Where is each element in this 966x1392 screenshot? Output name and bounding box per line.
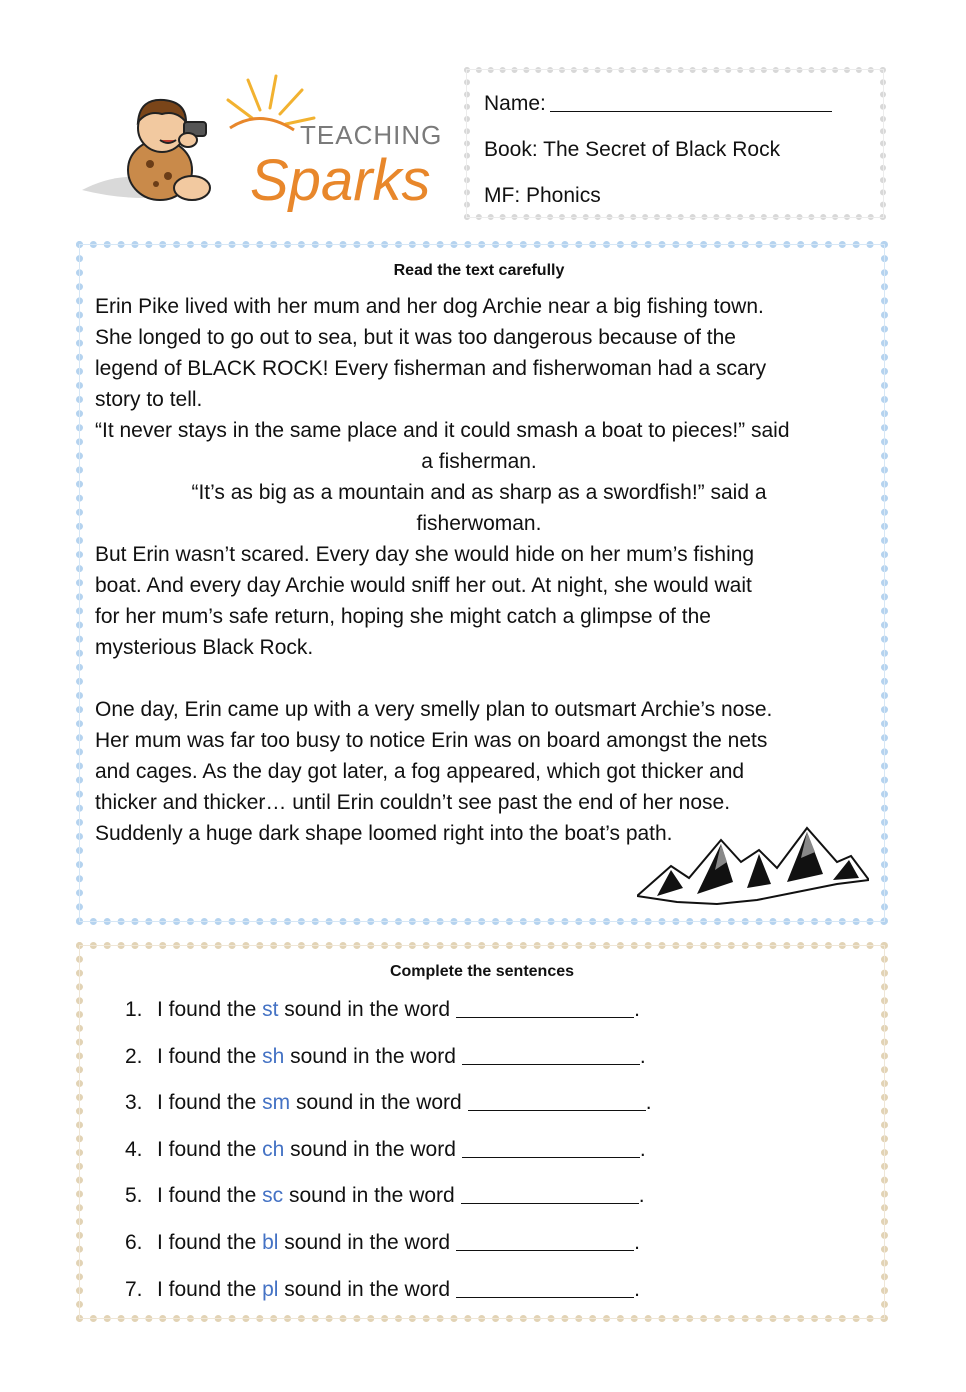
- sentence-suffix: sound in the word: [295, 1091, 462, 1115]
- sentences-box: [76, 942, 888, 1322]
- sentence-suffix: sound in the word: [284, 1230, 451, 1254]
- sparks-rays-icon: [228, 76, 314, 124]
- phonics-sound: sc: [262, 1184, 284, 1208]
- answer-blank[interactable]: [468, 1088, 646, 1111]
- mf-label: MF: Phonics: [484, 184, 601, 207]
- answer-blank[interactable]: [456, 1228, 634, 1251]
- name-label: Name:: [484, 92, 546, 115]
- sentence-item: [83, 1224, 881, 1271]
- student-info-box: [464, 67, 886, 220]
- passage-line: Her mum was far too busy to notice Erin was on board amongst the nets: [95, 729, 768, 752]
- svg-text:Sparks: Sparks: [250, 148, 431, 213]
- sentence-period: .: [638, 1184, 645, 1208]
- passage-line: Suddenly a huge dark shape loomed right into the boat’s path.: [95, 822, 673, 845]
- svg-text:TEACHING: TEACHING: [300, 120, 443, 150]
- passage-line: She longed to go out to sea, but it was too dangerous because of the: [95, 326, 736, 349]
- sentence-prefix: I found the: [157, 1230, 257, 1254]
- answer-blank[interactable]: [462, 1042, 640, 1065]
- sentence-prefix: I found the: [157, 1091, 257, 1115]
- phonics-sound: pl: [262, 1277, 279, 1301]
- book-title: Book: The Secret of Black Rock: [484, 138, 781, 161]
- sentence-number: 7.: [125, 1277, 143, 1301]
- sentence-item: [83, 1131, 881, 1178]
- answer-blank[interactable]: [461, 1181, 639, 1204]
- reading-box: [76, 241, 888, 925]
- passage-line: thicker and thicker… until Erin couldn’t see past the end of her nose.: [95, 791, 731, 814]
- sentence-period: .: [634, 1230, 640, 1254]
- passage-line: boat. And every day Archie would sniff her out. At night, she would wait: [95, 574, 752, 597]
- passage-line: But Erin wasn’t scared. Every day she would hide on her mum’s fishing: [95, 543, 755, 566]
- sentence-number: 6.: [125, 1230, 143, 1254]
- sentence-period: .: [639, 1137, 646, 1161]
- sentence-item: [83, 1271, 881, 1318]
- passage-quote-line: a fisherman.: [421, 450, 537, 473]
- phonics-sound: sm: [262, 1091, 291, 1115]
- passage-quote-line: “It never stays in the same place and it could smash a boat to pieces!” said: [95, 419, 790, 442]
- sentence-period: .: [634, 1277, 640, 1301]
- sentence-suffix: sound in the word: [290, 1137, 456, 1161]
- sentence-item: [83, 991, 881, 1038]
- sentence-prefix: I found the: [157, 998, 257, 1021]
- name-field[interactable]: [484, 87, 880, 133]
- passage-line: One day, Erin came up with a very smelly plan to outsmart Archie’s nose.: [95, 698, 773, 721]
- phonics-sound: sh: [262, 1044, 285, 1068]
- passage-line: story to tell.: [95, 388, 203, 411]
- sentence-suffix: sound in the word: [284, 998, 451, 1021]
- sentence-item: [83, 1038, 881, 1085]
- sentence-number: 2.: [125, 1044, 143, 1068]
- sentence-prefix: I found the: [157, 1277, 257, 1301]
- sentence-prefix: I found the: [157, 1184, 257, 1208]
- sentence-suffix: sound in the word: [288, 1184, 455, 1208]
- sentence-item: [83, 1084, 881, 1131]
- mountain-icon: [637, 822, 869, 908]
- sentence-period: .: [645, 1091, 652, 1115]
- sentence-number: 5.: [125, 1184, 143, 1208]
- passage-line: legend of BLACK ROCK! Every fisherman and fisherwoman had a scary: [95, 357, 767, 380]
- sentence-suffix: sound in the word: [284, 1277, 451, 1301]
- phonics-sound: st: [262, 998, 279, 1021]
- sentence-number: 1.: [125, 998, 143, 1021]
- name-blank[interactable]: [550, 87, 832, 112]
- sentence-number: 4.: [125, 1137, 143, 1161]
- reading-passage: [95, 291, 863, 849]
- sentence-period: .: [639, 1044, 646, 1068]
- sentence-prefix: I found the: [157, 1137, 257, 1161]
- answer-blank[interactable]: [456, 995, 634, 1018]
- sentence-suffix: sound in the word: [290, 1044, 456, 1068]
- passage-line: Erin Pike lived with her mum and her dog Archie near a big fishing town.: [95, 295, 764, 318]
- caveman-mascot-icon: [128, 100, 210, 200]
- passage-line: and cages. As the day got later, a fog appeared, which got thicker and: [95, 760, 745, 783]
- teaching-sparks-logo: [80, 70, 450, 220]
- phonics-sound: bl: [262, 1230, 279, 1254]
- passage-quote-line: “It’s as big as a mountain and as sharp as a swordfish!” said a: [191, 481, 767, 504]
- sentences-heading: Complete the sentences: [389, 963, 575, 980]
- phonics-sound: ch: [262, 1137, 285, 1161]
- passage-line: for her mum’s safe return, hoping she might catch a glimpse of the: [95, 605, 711, 628]
- answer-blank[interactable]: [462, 1135, 640, 1158]
- sentence-number: 3.: [125, 1091, 143, 1115]
- reading-heading: Read the text carefully: [393, 262, 565, 279]
- passage-line: mysterious Black Rock.: [95, 636, 314, 659]
- sentence-item: [83, 1177, 881, 1224]
- sentence-period: .: [634, 998, 640, 1021]
- sentence-prefix: I found the: [157, 1044, 257, 1068]
- passage-quote-line: fisherwoman.: [416, 512, 542, 535]
- answer-blank[interactable]: [456, 1275, 634, 1298]
